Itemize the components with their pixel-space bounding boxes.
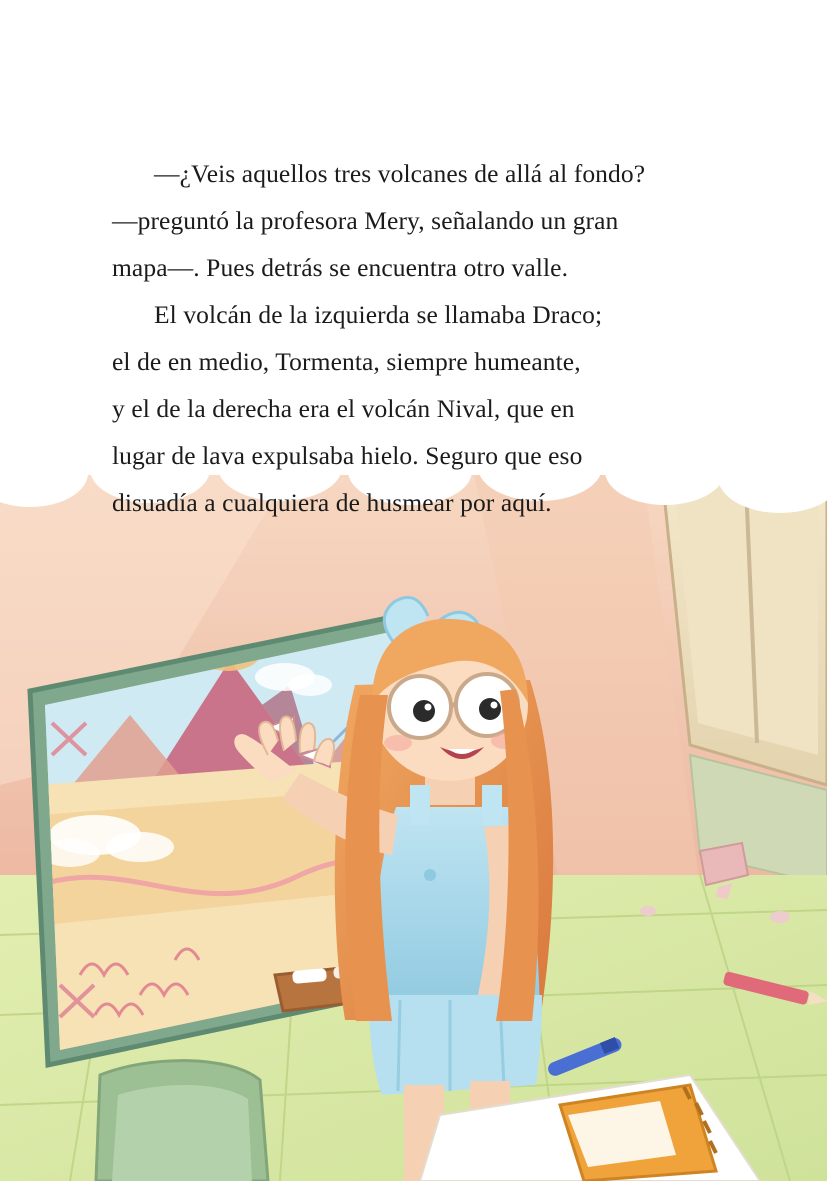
text-line: —¿Veis aquellos tres volcanes de allá al fondo? <box>154 159 646 188</box>
text-line: mapa—. Pues detrás se encuentra otro valle. <box>112 253 569 282</box>
text-line: El volcán de la izquierda se llamaba Draco; <box>154 300 603 329</box>
text-line: disuadía a cualquiera de husmear por aquí. <box>112 488 552 517</box>
paragraph-2 <box>112 291 717 526</box>
text-line: —preguntó la profesora Mery, señalando un gran <box>112 206 619 235</box>
text-line: lugar de lava expulsaba hielo. Seguro que eso <box>112 441 583 470</box>
text-line: el de en medio, Tormenta, siempre humeante, <box>112 347 581 376</box>
paragraph-1 <box>112 150 717 291</box>
text-line: y el de la derecha era el volcán Nival, que en <box>112 394 575 423</box>
armchair <box>96 1061 268 1181</box>
